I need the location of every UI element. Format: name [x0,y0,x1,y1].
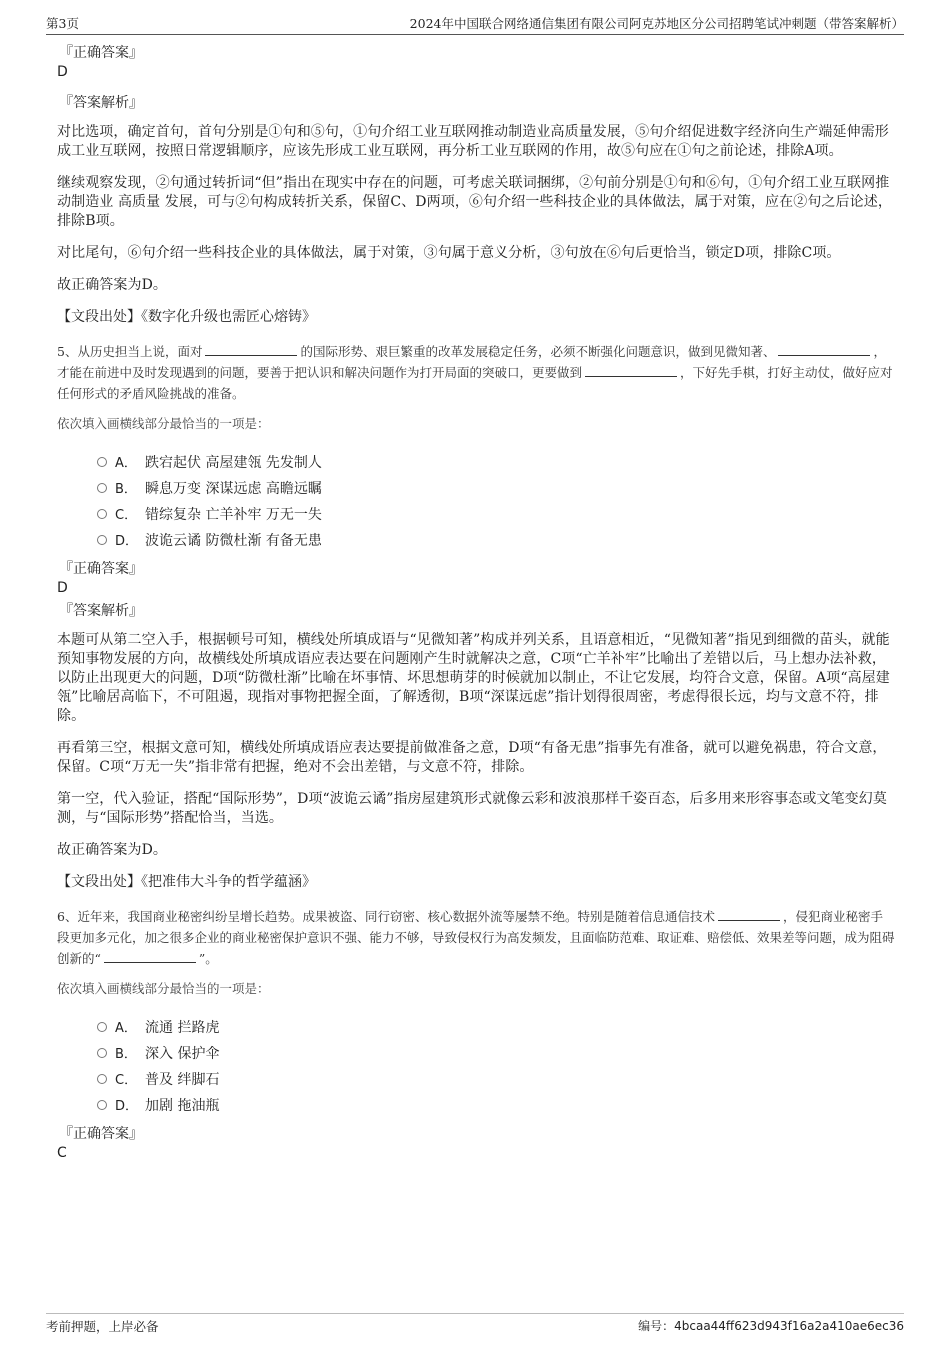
page-number: 第3页 [46,16,79,31]
radio-icon[interactable] [97,509,107,519]
radio-icon[interactable] [97,1048,107,1058]
page-header [46,14,904,35]
analysis-paragraph: 再看第三空，根据文意可知，横线处所填成语应表达要提前做准备之意，D项“有备无患”指事先有准备，就可以避免祸患，符合文意，保留。C项“万无一失”指非常有把握，绝对不会出差错，与文意不符，排除。 [57,740,887,775]
question-instruction: 依次填入画横线部分最恰当的一项是： [57,416,270,431]
document-code: 编号：4bcaa44ff623d943f16a2a410ae6ec36 [638,1319,904,1333]
source-citation: 【文段出处】《把准伟大斗争的哲学蕴涵》 [57,874,316,890]
analysis-paragraph: 故正确答案为D。 [57,277,168,293]
options-list [97,1015,895,1119]
page-footer [46,1313,904,1334]
option-d[interactable]: D． 加剧 拖油瓶 [97,1093,895,1119]
question-instruction: 依次填入画横线部分最恰当的一项是： [57,981,270,996]
correct-answer-q6: C [57,1145,67,1161]
radio-icon[interactable] [97,1100,107,1110]
analysis-paragraph: 故正确答案为D。 [57,842,168,858]
analysis-label: 『答案解析』 [59,603,143,619]
blank-line [585,364,677,377]
option-b[interactable]: B． 瞬息万变 深谋远虑 高瞻远瞩 [97,476,895,502]
options-list [97,450,895,554]
blank-line [778,343,870,356]
question-6-text: 6、近年来，我国商业秘密纠纷呈增长趋势。成果被盗、同行窃密、核心数据外流等屡禁不绝。特别是随着信息通信技术 ，侵犯商业秘密手段更加多元化，加之很多企业的商业秘密保护意识不强、能力不够，导致侵权行为高发频发，且面临防范难、取证难、赔偿低、效果差等问题，成为阻碍创新的“ ”。 [57,909,895,966]
radio-icon[interactable] [97,483,107,493]
correct-answer-label: 『正确答案』 [59,1126,143,1142]
blank-line [104,950,196,963]
option-d[interactable]: D． 波诡云谲 防微杜渐 有备无患 [97,528,895,554]
question-5-text: 5、从历史担当上说，面对 的国际形势、艰巨繁重的改革发展稳定任务，必须不断强化问题意识，做到见微知著、 ，才能在前进中及时发现遇到的问题，要善于把认识和解决问题作为打开局面的突破口，更要做到 ，下好先手棋，打好主动仗，做好应对任何形式的矛盾风险挑战的准备。 [57,344,893,401]
correct-answer-label: 『正确答案』 [59,561,143,577]
radio-icon[interactable] [97,1022,107,1032]
analysis-paragraph: 继续观察发现，②句通过转折词“但”指出在现实中存在的问题，可考虑关联词捆绑，②句前分别是①句和⑥句，①句介绍工业互联网推动制造业 高质量 发展，可与②句构成转折关系，保留C、D两项，⑥句介绍一些科技企业的具体做法，属于对策，应在②句之后论述，排除B项。 [57,175,892,229]
radio-icon[interactable] [97,457,107,467]
correct-answer-label: 『正确答案』 [59,45,143,61]
analysis-paragraph: 对比尾句，⑥句介绍一些科技企业的具体做法，属于对策，③句属于意义分析，③句放在⑥句后更恰当，锁定D项，排除C项。 [57,245,841,261]
blank-line [205,343,297,356]
document-body [57,44,895,1175]
radio-icon[interactable] [97,1074,107,1084]
footer-slogan: 考前押题，上岸必备 [46,1319,159,1334]
option-c[interactable]: C． 普及 绊脚石 [97,1067,895,1093]
option-c[interactable]: C． 错综复杂 亡羊补牢 万无一失 [97,502,895,528]
radio-icon[interactable] [97,535,107,545]
option-a[interactable]: A． 流通 拦路虎 [97,1015,895,1041]
blank-line [718,908,780,921]
correct-answer-q4: D [57,64,68,80]
option-a[interactable]: A． 跌宕起伏 高屋建瓴 先发制人 [97,450,895,476]
option-b[interactable]: B． 深入 保护伞 [97,1041,895,1067]
analysis-label: 『答案解析』 [59,95,143,111]
correct-answer-q5: D [57,580,68,596]
document-title: 2024年中国联合网络通信集团有限公司阿克苏地区分公司招聘笔试冲刺题（带答案解析） [409,16,904,31]
analysis-paragraph: 本题可从第二空入手，根据顿号可知，横线处所填成语与“见微知著”构成并列关系，且语意相近，“见微知著”指见到细微的苗头，就能预知事物发展的方向，故横线处所填成语应表达要在问题刚产生时就解决之意，C项“亡羊补牢”比喻出了差错以后，马上想办法补救，以防止出现更大的问题，D项“防微杜渐”比喻在坏事情、坏思想萌芽的时候就加以制止，不让它发展，均符合文意，保留。A项“高屋建瓴”比喻居高临下，不可阻遏，现指对事物把握全面，了解透彻，B项“深谋远虑”指计划得很周密，考虑得很长远，均与文意不符，排除。 [57,632,890,724]
analysis-paragraph: 对比选项，确定首句，首句分别是①句和⑤句，①句介绍工业互联网推动制造业高质量发展，⑤句介绍促进数字经济向生产端延伸需形成工业互联网，按照日常逻辑顺序，应该先形成工业互联网，再分析工业互联网的作用，故⑤句应在①句之前论述，排除A项。 [57,124,889,159]
source-citation: 【文段出处】《数字化升级也需匠心熔铸》 [57,309,316,325]
analysis-paragraph: 第一空，代入验证，搭配“国际形势”，D项“波诡云谲”指房屋建筑形式就像云彩和波浪那样千姿百态，后多用来形容事态或文笔变幻莫测，与“国际形势”搭配恰当，当选。 [57,791,887,826]
